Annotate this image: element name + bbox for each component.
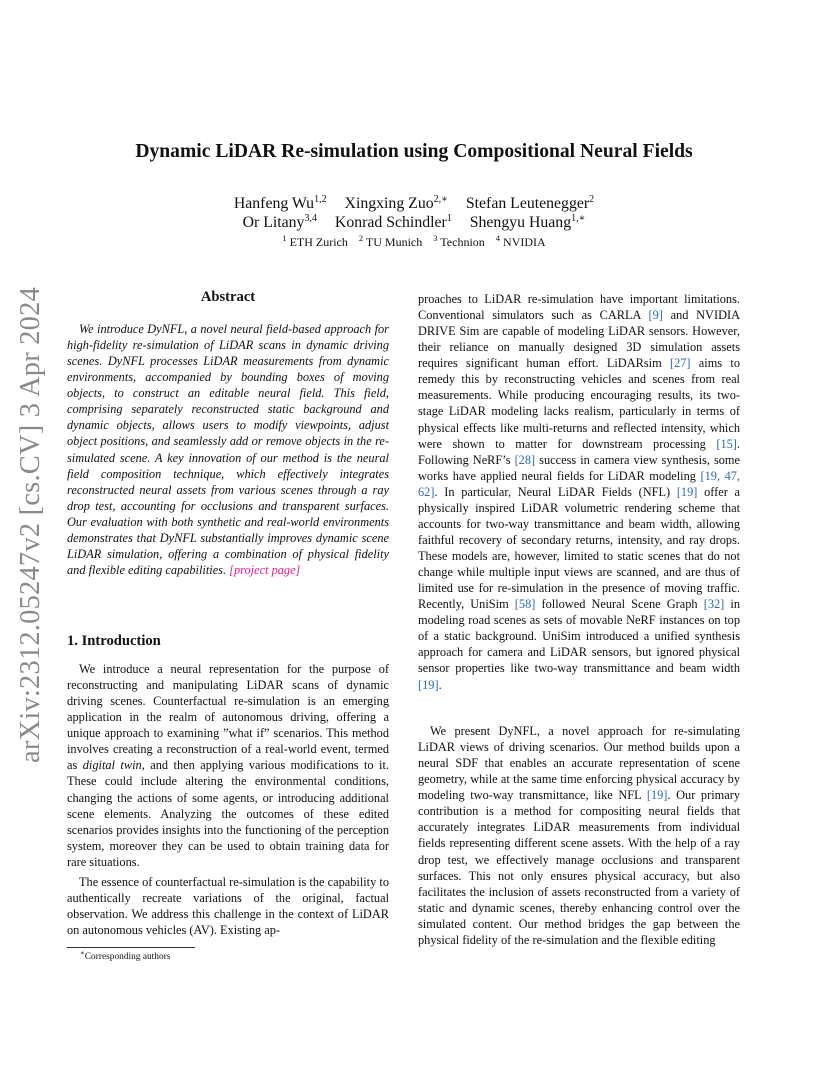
introduction-heading: 1. Introduction: [67, 633, 161, 649]
paper-title: Dynamic LiDAR Re-simulation using Compositional Neural Fields: [135, 141, 693, 162]
text-run: followed Neural Scene Graph: [535, 597, 704, 612]
citation-link[interactable]: [9]: [648, 308, 663, 323]
authors-row-2: [60, 214, 768, 232]
intro-paragraph: We introduce a neural representation for the purpose of reconstructing and manipulating LiDAR scans of dynamic driving scenes. Counterfactual re-simulation is an emerging application in the realm of autonomous driving, offering a unique approach to examining ”what if” scenarios. This method involves creating a reconstruction of a real-world event, termed as digital twin, and then applying various modifications to it. These could include altering the environmental conditions, changing the actions of some agents, or introducing additional scene elements. Analyzing the outcomes of these edited scenarios provides insights into the functioning of the perception system, moreover they can be used to obtain training data for rare situations.: [67, 662, 389, 869]
text-run: in modeling road scenes as sets of movable NeRF instances on top of a static background. UniSim introduced a unified synthesis approach for camera and LiDAR sensors, but ignored physical sensor properties like two-way transmittance and beam width: [418, 597, 741, 676]
citation-link[interactable]: [19]: [676, 484, 698, 499]
right-column-paragraph: [418, 291, 740, 693]
text-run: .: [438, 677, 442, 692]
project-page-link[interactable]: [project page]: [229, 562, 301, 577]
citation-link[interactable]: [28]: [514, 452, 536, 467]
affiliation: $^4$ NVIDIA: [495, 233, 546, 249]
right-column-paragraph: [418, 723, 740, 948]
text-run: and NVIDIA DRIVE Sim are capable of modeling LiDAR sensors. However, their reliance on manually designed 3D simulation assets requires significant human effort. LiDARsim: [418, 308, 741, 371]
author: Xingxing Zuo$^{2,∗}$: [344, 194, 448, 212]
text-run: . Our primary contribution is a method for compositing neural fields that accurately integrates LiDAR measurements from individual fields representing different scene assets. With the help of a ray drop test, we effectively manage occlusions and transparent surfaces. This not only ensures physical accuracy, but also facilitates the inclusion of assets reconstructed from a variety of static and dynamic scenes, thereby enhancing control over the simulated content. Our method bridges the gap between the physical fidelity of the re-simulation and the flexible editing: [418, 788, 741, 947]
intro-paragraph: The essence of counterfactual re-simulation is the capability to authentically recreate variations of the original, factual observation. We address this challenge in the context of LiDAR on autonomous vehicles (AV). Existing ap-: [67, 875, 389, 938]
authors-row-1: [60, 195, 768, 213]
author: Konrad Schindler$^1$: [334, 213, 452, 231]
citation-link[interactable]: [27]: [669, 356, 691, 371]
citation-link[interactable]: [19, 47, 62]: [418, 468, 740, 499]
abstract-heading: Abstract: [200, 289, 256, 305]
author: Hanfeng Wu$^{1,2}$: [233, 194, 327, 212]
affiliation: $^3$ Technion: [433, 233, 485, 249]
text-run: . In particular, Neural LiDAR Fields (NFL): [434, 484, 677, 499]
citation-link[interactable]: [19]: [418, 677, 439, 692]
citation-link[interactable]: [58]: [514, 597, 536, 612]
abstract-text: We introduce DyNFL, a novel neural field-based approach for high-fidelity re-simulation of LiDAR scans in dynamic driving scenes. DyNFL processes LiDAR measurements from dynamic environments, accompanied by bounding boxes of moving objects, to construct an editable neural field. This field, comprising separately reconstructed static background and dynamic objects, allows users to modify viewpoints, adjust object positions, and seamlessly add or remove objects in the re-simulated scene. A key innovation of our method is the neural field composition technique, which effectively integrates reconstructed neural assets from various scenes through a ray drop test, accounting for occlusions and transparent surfaces. Our evaluation with both synthetic and real-world environments demonstrates that DyNFL substantially improves dynamic scene LiDAR simulation, offering a combination of physical fidelity and flexible editing capabilities. [project page]: [67, 322, 389, 577]
text-run: We present DyNFL, a novel approach for re-simulating LiDAR views of driving scenarios. Our method builds upon a neural SDF that enables an accurate representation of scene geometry, while at the same time enforcing physical accuracy by modeling two-way transmittance, like NFL: [418, 724, 740, 803]
text-run: success in camera view synthesis, some works have applied neural fields for LiDAR modeling: [418, 452, 740, 483]
text-run: offer a physically inspired LiDAR volumetric rendering scheme that accounts for two-way transmittance and beam width, allowing faithful recovery of secondary returns, intensity, and ray drops. These models are, however, limited to static scenes that do not change while multiple input views are scanned, and are thus of limited use for re-simulation in the presence of moving traffic. Recently, UniSim: [418, 484, 740, 612]
text-run: aims to remedy this by reconstructing vehicles and scenes from real measurements. While producing encouraging results, its two-stage LiDAR modeling lacks realism, particularly in terms of physical effects like multi-returns and reflected intensity, which were shown to matter for downstream processing: [418, 356, 740, 451]
citation-link[interactable]: [15]: [716, 436, 737, 451]
digital-twin-term: digital twin: [82, 758, 142, 773]
author: Stefan Leutenegger$^2$: [465, 194, 595, 212]
author: Shengyu Huang$^{1,∗}$: [469, 213, 586, 231]
affiliation: $^2$ TU Munich: [358, 233, 423, 249]
citation-link[interactable]: [19]: [646, 788, 668, 803]
affiliations: [60, 235, 768, 250]
text-run: proaches to LiDAR re-simulation have important limitations. Conventional simulators such as CARLA: [418, 292, 740, 323]
citation-link[interactable]: [32]: [703, 597, 725, 612]
author: Or Litany$^{3,4}$: [242, 213, 317, 231]
affiliation: $^1$ ETH Zurich: [282, 233, 348, 249]
footnote-rule: [67, 947, 195, 948]
text-run: . Following NeRF’s: [418, 436, 740, 467]
arxiv-identifier: arXiv:2312.05247v2 [cs.CV] 3 Apr 2024: [15, 286, 46, 764]
footnote: ∗Corresponding authors: [80, 949, 171, 962]
